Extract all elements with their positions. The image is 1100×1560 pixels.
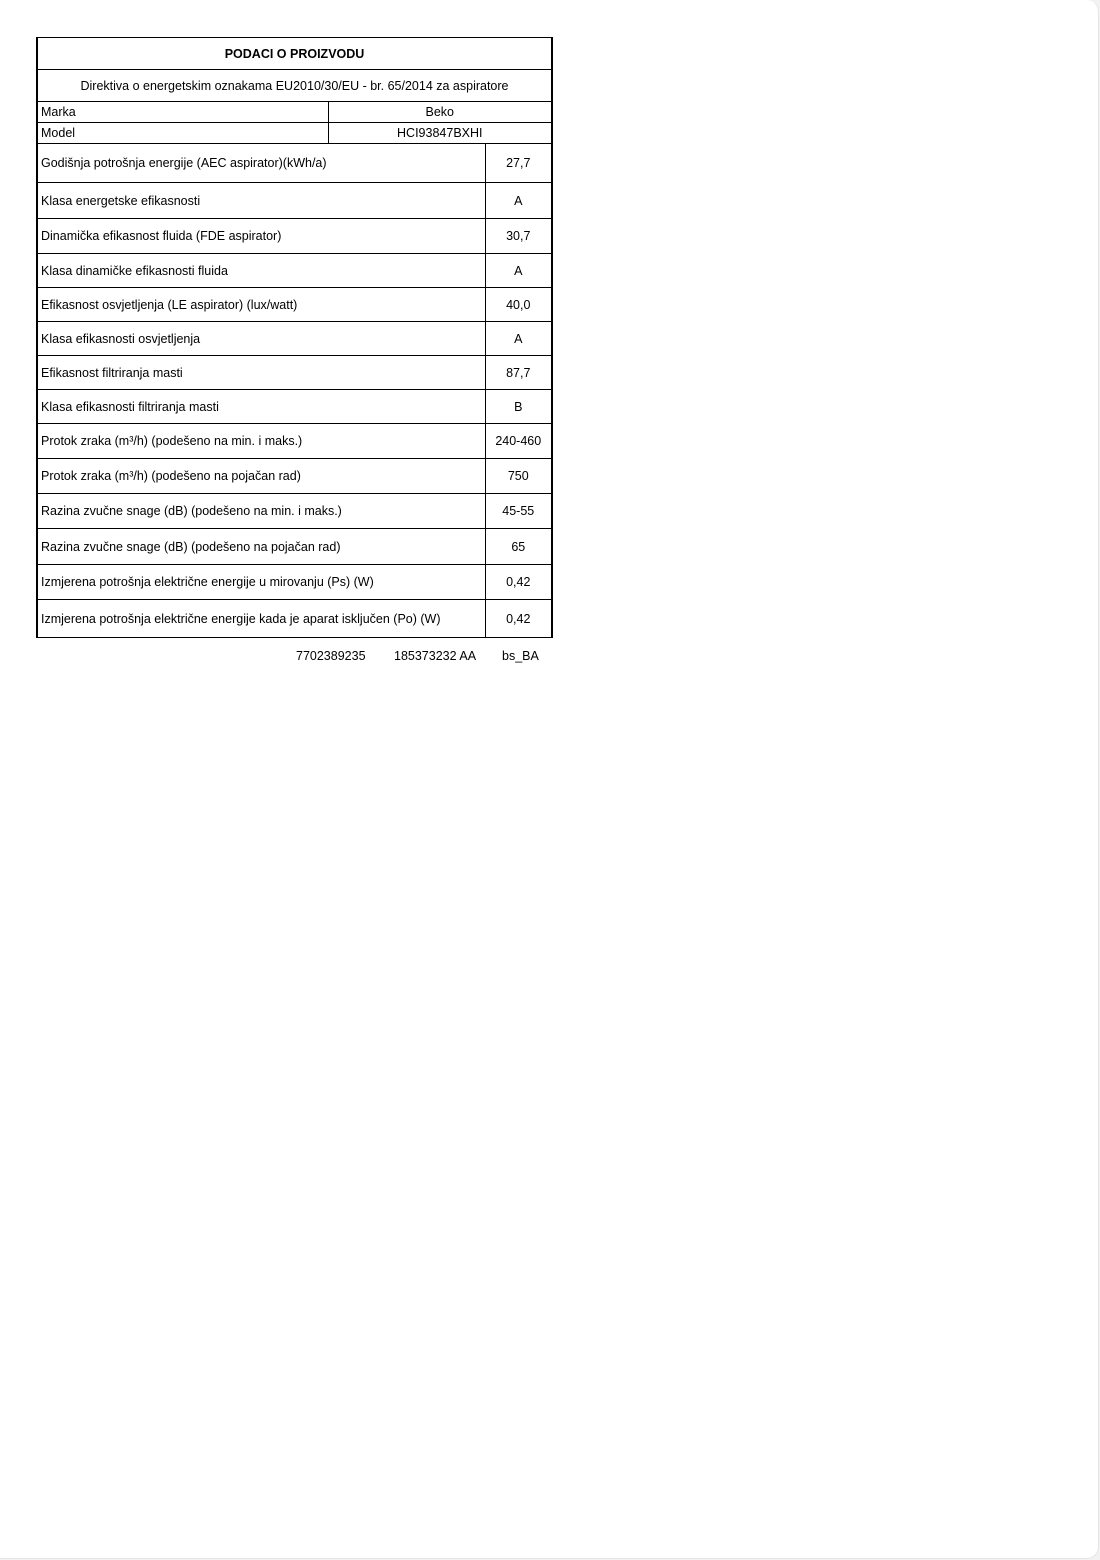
table-row — [37, 183, 552, 219]
row-label: Efikasnost osvjetljenja (LE aspirator) (lux/watt) — [37, 288, 485, 322]
table-row — [37, 356, 552, 390]
table-row — [37, 565, 552, 600]
model-value: HCI93847BXHI — [328, 123, 552, 144]
row-value: A — [485, 183, 552, 219]
brand-value: Beko — [328, 102, 552, 123]
row-label: Klasa dinamičke efikasnosti fluida — [37, 254, 485, 288]
row-label: Razina zvučne snage (dB) (podešeno na pojačan rad) — [37, 529, 485, 565]
row-label: Klasa energetske efikasnosti — [37, 183, 485, 219]
table-row — [37, 459, 552, 494]
row-value: 0,42 — [485, 565, 552, 600]
row-label: Efikasnost filtriranja masti — [37, 356, 485, 390]
table-row — [37, 219, 552, 254]
row-value: A — [485, 254, 552, 288]
table-row — [37, 288, 552, 322]
row-label: Godišnja potrošnja energije (AEC aspirator)(kWh/a) — [37, 144, 485, 183]
row-value: 750 — [485, 459, 552, 494]
row-label: Klasa efikasnosti filtriranja masti — [37, 390, 485, 424]
brand-label: Marka — [37, 102, 328, 123]
table-row — [37, 390, 552, 424]
row-value: 27,7 — [485, 144, 552, 183]
table-row — [37, 529, 552, 565]
row-label: Protok zraka (m³/h) (podešeno na min. i maks.) — [37, 424, 485, 459]
row-label: Razina zvučne snage (dB) (podešeno na min. i maks.) — [37, 494, 485, 529]
title-row — [37, 38, 552, 70]
subtitle-row — [37, 70, 552, 102]
row-value: 30,7 — [485, 219, 552, 254]
row-value: B — [485, 390, 552, 424]
row-value: A — [485, 322, 552, 356]
footer-code-2: 185373232 AA — [394, 649, 477, 663]
row-label: Klasa efikasnosti osvjetljenja — [37, 322, 485, 356]
row-value: 240-460 — [485, 424, 552, 459]
table-row — [37, 494, 552, 529]
row-value: 87,7 — [485, 356, 552, 390]
row-value: 0,42 — [485, 600, 552, 638]
row-value: 40,0 — [485, 288, 552, 322]
product-data-table — [36, 37, 553, 638]
table-row — [37, 600, 552, 638]
row-label: Izmjerena potrošnja električne energije u mirovanju (Ps) (W) — [37, 565, 485, 600]
row-label: Protok zraka (m³/h) (podešeno na pojačan rad) — [37, 459, 485, 494]
row-value: 65 — [485, 529, 552, 565]
row-value: 45-55 — [485, 494, 552, 529]
model-label: Model — [37, 123, 328, 144]
brand-row — [37, 102, 552, 123]
footer-locale: bs_BA — [502, 649, 539, 663]
table-row — [37, 144, 552, 183]
table-title: PODACI O PROIZVODU — [37, 38, 552, 70]
row-label: Izmjerena potrošnja električne energije kada je aparat isključen (Po) (W) — [37, 600, 485, 638]
footer-code-1: 7702389235 — [296, 649, 366, 663]
row-label: Dinamička efikasnost fluida (FDE aspirator) — [37, 219, 485, 254]
model-row — [37, 123, 552, 144]
table-row — [37, 424, 552, 459]
table-subtitle: Direktiva o energetskim oznakama EU2010/30/EU - br. 65/2014 za aspiratore — [37, 70, 552, 102]
table-row — [37, 322, 552, 356]
table-row — [37, 254, 552, 288]
